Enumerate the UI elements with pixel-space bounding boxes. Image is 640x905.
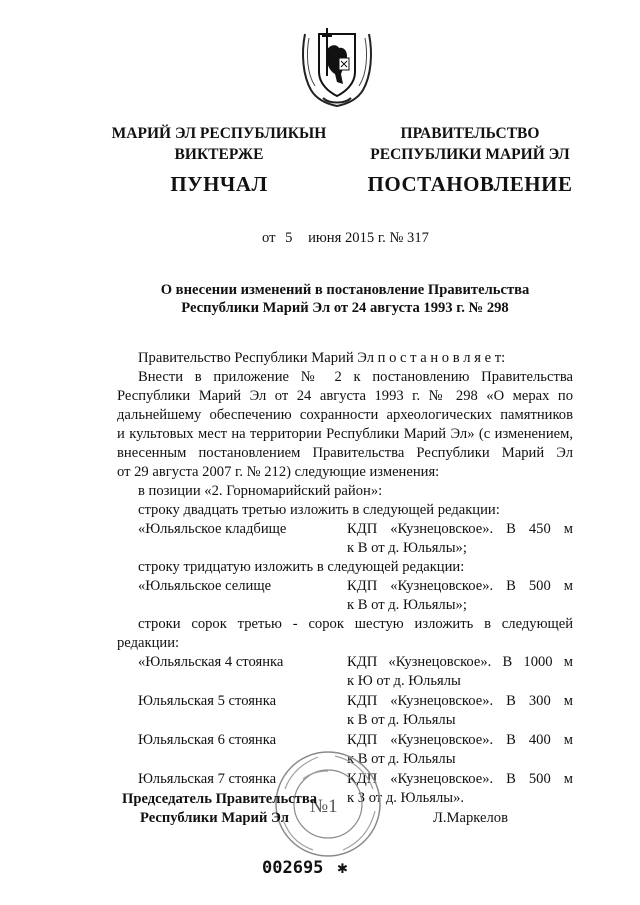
position-line: в позиции «2. Горномарийский район»: xyxy=(138,483,383,499)
entry-location: КДП «Кузнецовское». В 450 м xyxy=(347,521,573,537)
entry-location: КДП «Кузнецовское». В 500 м xyxy=(347,578,573,594)
document-title-line1: О внесении изменений в постановление Правительства xyxy=(160,282,530,298)
entry-name: Юльяльская 5 стоянка xyxy=(138,693,277,709)
signatory-name: Л.Маркелов xyxy=(433,810,508,826)
serial-number xyxy=(262,858,348,878)
doc-type-left: ПУНЧАЛ xyxy=(170,172,268,196)
paragraph-line: Республики Марий Эл от 24 августа 1993 г. № 298 «О мерах по xyxy=(117,388,573,404)
entry-location: КДП «Кузнецовское». В 300 м xyxy=(347,693,573,709)
rows43-46-intro: строки сорок третью - сорок шестую изложить в следующей xyxy=(138,616,573,632)
entry-location: КДП «Кузнецовское». В 400 м xyxy=(347,732,573,748)
entry-location-cont: к В от д. Юльялы xyxy=(347,712,456,728)
paragraph-line: от 29 августа 2007 г. № 212) следующие изменения: xyxy=(117,464,440,480)
entry-name: «Юльяльская 4 стоянка xyxy=(138,654,284,670)
header-right-line2: РЕСПУБЛИКИ МАРИЙ ЭЛ xyxy=(370,146,570,163)
entry-location-cont: к В от д. Юльялы»; xyxy=(347,597,467,613)
entry-name: Юльяльская 7 стоянка xyxy=(138,771,277,787)
entry-name: «Юльяльское селище xyxy=(138,578,272,594)
intro-line: Правительство Республики Марий Эл п о с т а н о в л я е т: xyxy=(138,350,506,366)
row30-intro: строку тридцатую изложить в следующей редакции: xyxy=(138,559,465,575)
entry-location-cont: к В от д. Юльялы»; xyxy=(347,540,467,556)
coat-of-arms-emblem xyxy=(297,14,377,110)
asterisk-icon: ✱ xyxy=(337,858,348,878)
entry-location-cont: к В от д. Юльялы xyxy=(347,751,456,767)
header-left-line1: МАРИЙ ЭЛ РЕСПУБЛИКЫН xyxy=(111,125,327,142)
doc-type-right: ПОСТАНОВЛЕНИЕ xyxy=(367,172,573,196)
paragraph-line: внесенным постановлением Правительства Республики Марий Эл xyxy=(117,445,573,461)
entry-name: Юльяльская 6 стоянка xyxy=(138,732,277,748)
date-day: 5 xyxy=(285,230,293,246)
entry-location: КДП «Кузнецовское». В 1000 м xyxy=(347,654,573,670)
row23-intro: строку двадцать третью изложить в следующей редакции: xyxy=(138,502,500,518)
entry-location: КДП «Кузнецовское». В 500 м xyxy=(347,771,573,787)
date-rest: июня 2015 г. № 317 xyxy=(308,230,429,246)
signatory-title-line2: Республики Марий Эл xyxy=(140,810,289,826)
header-right-line1: ПРАВИТЕЛЬСТВО xyxy=(400,125,540,142)
rows43-46-intro-cont: редакции: xyxy=(117,635,180,651)
document-title-line2: Республики Марий Эл от 24 августа 1993 г. № 298 xyxy=(181,300,509,316)
date-prefix: от xyxy=(262,230,276,246)
entry-location-cont: к Ю от д. Юльялы xyxy=(347,673,461,689)
date-line xyxy=(262,229,429,248)
paragraph-line: и культовых мест на территории Республики Марий Эл» (с изменением, xyxy=(117,426,573,442)
paragraph-line: Внести в приложение № 2 к постановлению Правительства xyxy=(138,369,573,385)
paragraph-line: дальнейшему обеспечению сохранности археологических памятников xyxy=(117,407,573,423)
serial-number-text: 002695 xyxy=(262,858,324,878)
entry-location-cont: к З от д. Юльялы». xyxy=(347,790,465,806)
signatory-title-line1: Председатель Правительства xyxy=(122,791,318,807)
header-left-line2: ВИКТЕРЖЕ xyxy=(174,146,264,163)
stamp-number: №1 xyxy=(310,796,338,817)
entry-name: «Юльяльское кладбище xyxy=(138,521,287,537)
